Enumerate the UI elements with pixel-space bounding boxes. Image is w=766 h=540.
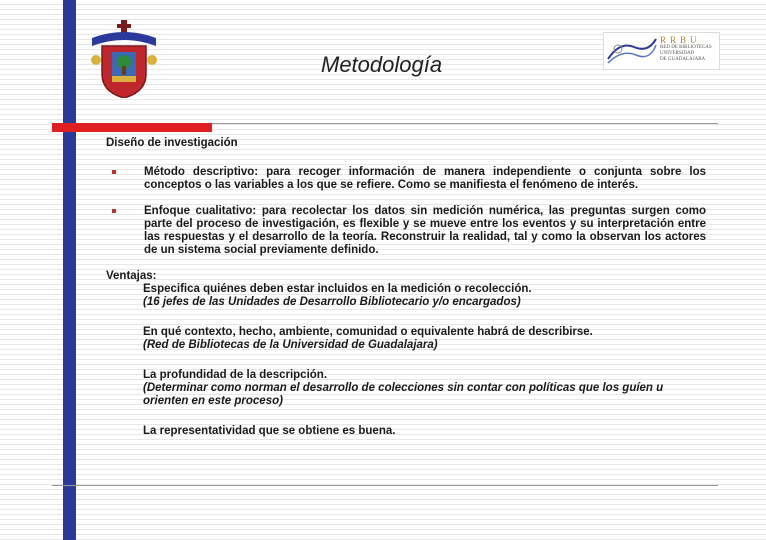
library-network-logo [603,32,720,70]
logo-line: UNIVERSIDAD [660,51,695,56]
advantage-item [143,425,706,438]
bullet-icon [112,170,116,174]
advantage-note: (Determinar como norman el desarrollo de colecciones sin contar con políticas que los guíen u orienten en este proceso) [143,382,664,407]
book-wave-icon [604,33,658,67]
bullet-text: Enfoque cualitativo: para recolectar los datos sin medición numérica, las preguntas surgen como parte del proceso de investigación, es flexible y se mueve entre los eventos y su interpretación entre las respuestas y el desarrollo de la teoría. Reconstruir la realidad, tal y como la observan los actores de un sistema social previamente definido. [144,205,706,256]
logo-line: DE GUADALAJARA [660,57,706,62]
advantage-text: La representatividad que se obtiene es buena. [143,425,396,437]
slide-title: Metodología [321,52,443,77]
list-item [144,166,706,192]
advantage-note: (16 jefes de las Unidades de Desarrollo Bibliotecario y/o encargados) [143,296,521,308]
left-vertical-bar [63,0,76,540]
bullet-text: Método descriptivo: para recoger información de manera independiente o conjunta sobre los conceptos o las variables a los que se refiere. Como se manifiesta el fenómeno de interés. [144,166,706,191]
advantage-item [143,283,706,309]
list-item [144,205,706,257]
section-heading: Diseño de investigación [106,137,238,149]
university-crest-icon [88,20,160,98]
advantage-item [143,369,706,408]
bullet-icon [112,209,116,213]
logo-line: RED DE BIBLIOTECAS [660,45,712,50]
advantage-text: La profundidad de la descripción. [143,369,328,381]
top-divider [212,123,718,124]
bottom-divider [52,485,718,486]
advantage-item [143,326,706,352]
advantage-note: (Red de Bibliotecas de la Universidad de Guadalajara) [143,339,438,351]
advantages-label: Ventajas: [106,270,157,282]
accent-bar [52,123,212,132]
advantage-text: Especifica quiénes deben estar incluidos en la medición o recolección. [143,283,532,295]
advantage-text: En qué contexto, hecho, ambiente, comunidad o equivalente habrá de describirse. [143,326,593,338]
slide-body [106,137,706,455]
logo-acronym: RRBU [660,35,701,45]
